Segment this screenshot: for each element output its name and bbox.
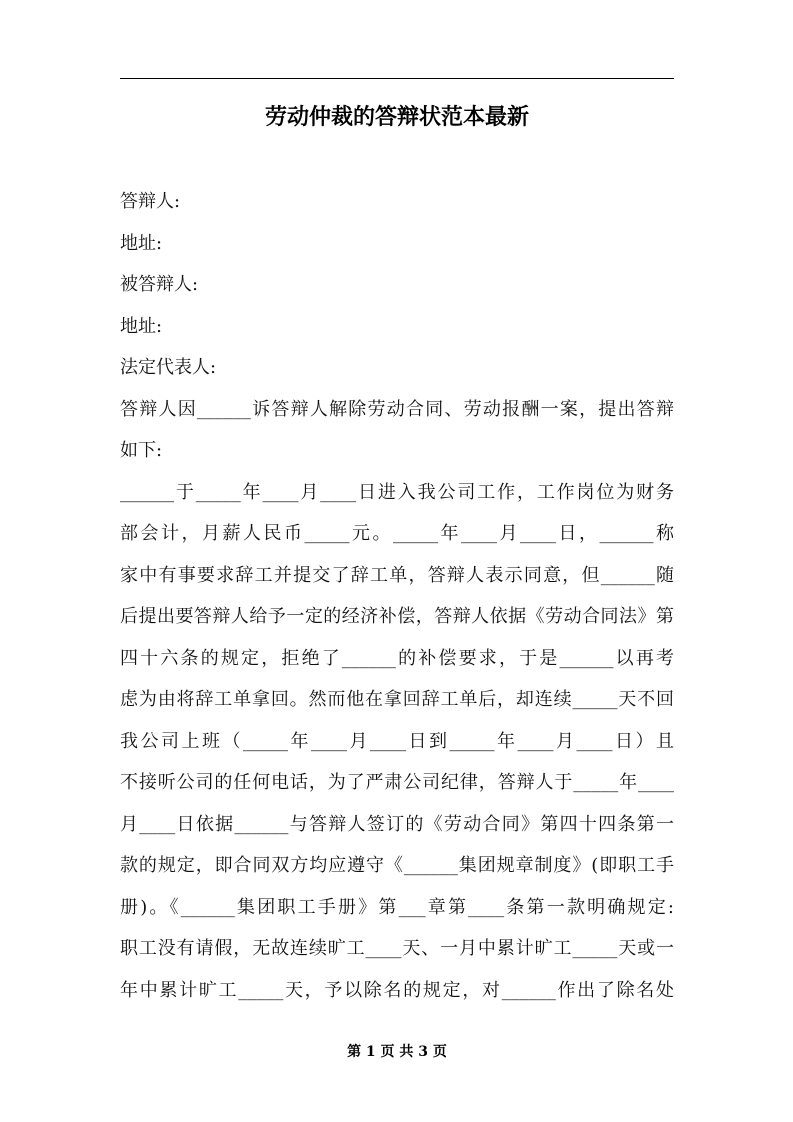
body-line: 年中累计旷工_____天，予以除名的规定，对______作出了除名处 bbox=[120, 979, 674, 1001]
body-line-respondent: 答辩人: bbox=[120, 191, 181, 212]
header-rule bbox=[120, 78, 674, 79]
body-line: 不接听公司的任何电话，为了严肃公司纪律，答辩人于_____年____ bbox=[120, 772, 674, 793]
body-line: 后提出要答辩人给予一定的经济补偿，答辩人依据《劳动合同法》第 bbox=[120, 606, 674, 627]
body-line: 款的规定，即合同双方均应遵守《______集团规章制度》(即职工手 bbox=[120, 855, 674, 876]
body-line: 月____日依据______与答辩人签订的《劳动合同》第四十四条第一 bbox=[120, 813, 674, 835]
page-number: 第 1 页 共 3 页 bbox=[347, 1044, 447, 1060]
body-line: 家中有事要求辞工并提交了辞工单，答辩人表示同意，但______随 bbox=[120, 564, 674, 586]
body-line: 四十六条的规定，拒绝了______的补偿要求，于是______以再考 bbox=[120, 647, 674, 669]
body-line: 职工没有请假，无故连续旷工____天、一月中累计旷工_____天或一 bbox=[120, 938, 674, 959]
body-line: 虑为由将辞工单拿回。然而他在拿回辞工单后，却连续_____天不回 bbox=[120, 689, 674, 710]
body-line: 部会计，月薪人民币_____元。_____年____月____日，______称 bbox=[120, 523, 674, 544]
document-title: 劳动仲裁的答辩状范本最新 bbox=[264, 105, 529, 130]
body-line: 如下: bbox=[120, 440, 163, 461]
body-line-claimant: 被答辩人: bbox=[120, 274, 199, 295]
body-line: ______于_____年____月____日进入我公司工作，工作岗位为财务 bbox=[120, 481, 674, 503]
body-line: 册)。《______集团职工手册》第___章第____条第一款明确规定: bbox=[120, 896, 674, 918]
body-line: 答辩人因______诉答辩人解除劳动合同、劳动报酬一案，提出答辩 bbox=[120, 398, 674, 420]
document-body bbox=[120, 181, 674, 1011]
body-line-address: 地址: bbox=[120, 232, 163, 254]
body-line-legal-representative: 法定代表人: bbox=[120, 357, 217, 378]
body-line-address: 地址: bbox=[120, 315, 163, 337]
body-line: 我公司上班（_____年____月____日到_____年____月____日）且 bbox=[120, 730, 674, 752]
